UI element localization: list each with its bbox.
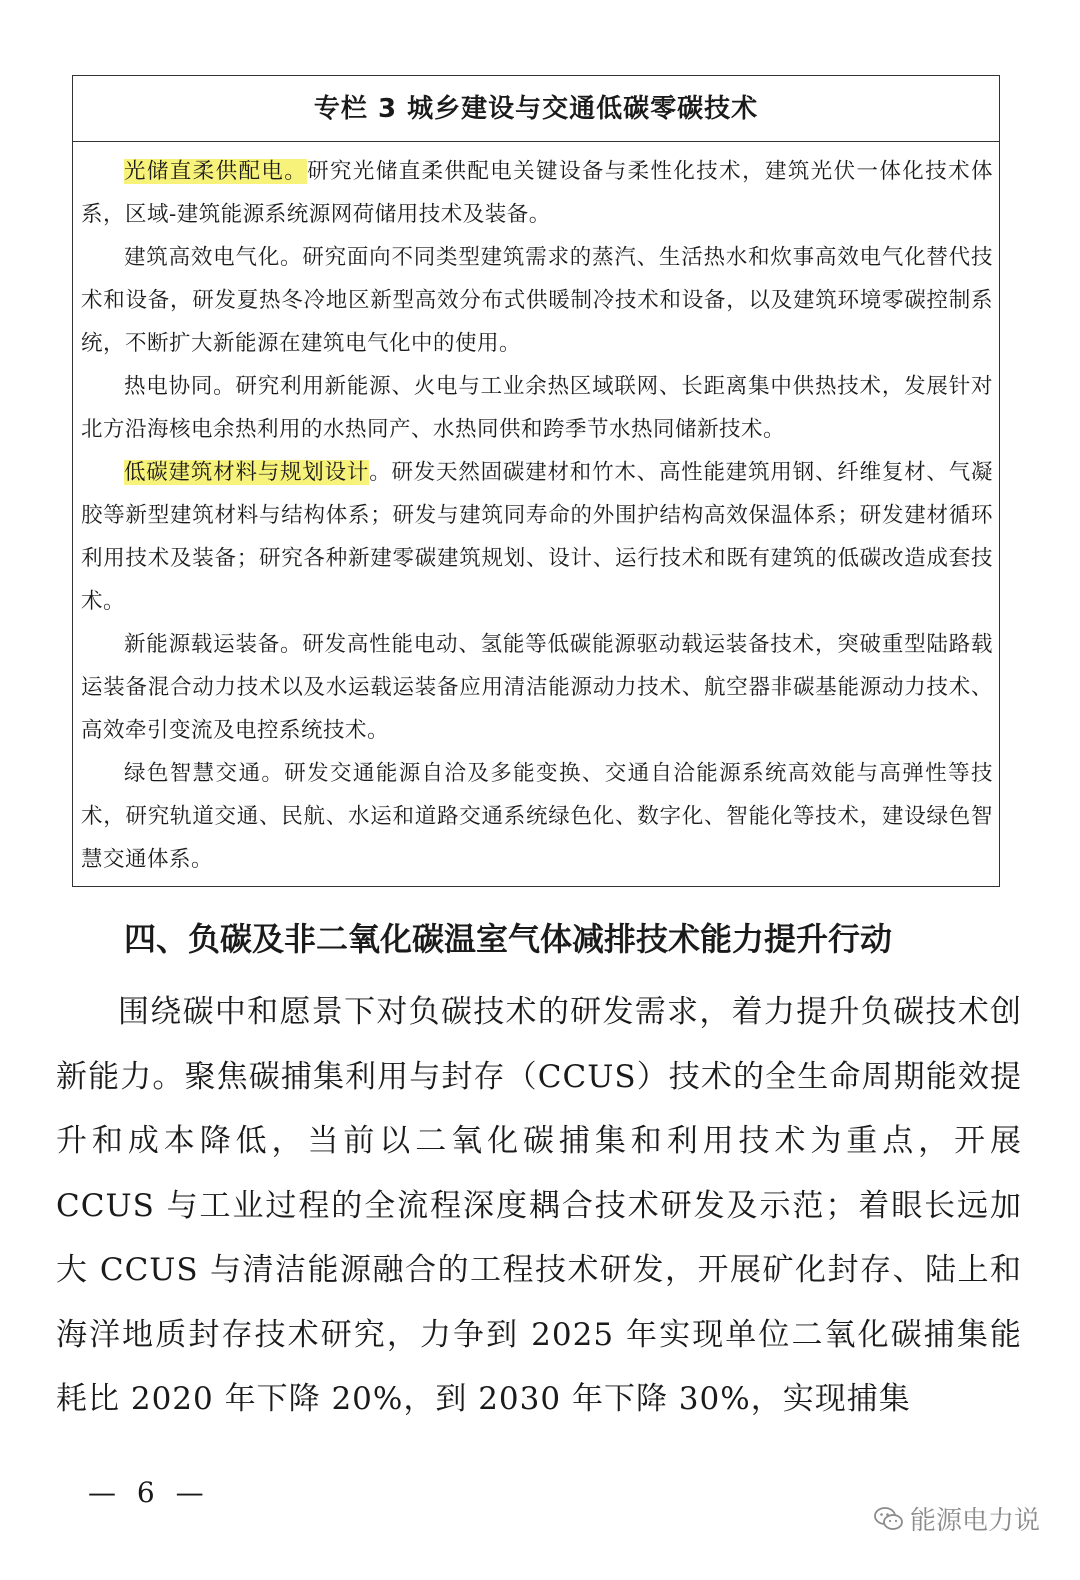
- item-head: 新能源载运装备。: [124, 632, 303, 657]
- box-body: [73, 142, 999, 881]
- item-text: 研究光储直柔供配电关键设备与柔性化技术，建筑光伏一体化技术体系，区域-建筑能源系统源网荷储用技术及装备。: [81, 159, 993, 227]
- watermark: [874, 1500, 1040, 1537]
- box-item: [81, 365, 993, 451]
- section-heading: 四、负碳及非二氧化碳温室气体减排技术能力提升行动: [124, 920, 893, 958]
- item-head: 热电协同。: [124, 374, 236, 399]
- item-text: 。研发天然固碳建材和竹木、高性能建筑用钢、纤维复材、气凝胶等新型建筑材料与结构体系；研发与建筑同寿命的外围护结构高效保温体系；研发建材循环利用技术及装备；研究各种新建零碳建筑规划、设计、运行技术和既有建筑的低碳改造成套技术。: [81, 460, 993, 614]
- wechat-icon: [874, 1506, 904, 1532]
- page-number: — 6 —: [88, 1476, 210, 1509]
- item-text: 研究面向不同类型建筑需求的蒸汽、生活热水和炊事高效电气化替代技术和设备，研发夏热冬冷地区新型高效分布式供暖制冷技术和设备，以及建筑环境零碳控制系统，不断扩大新能源在建筑电气化中的使用。: [81, 245, 993, 356]
- highlighted-item-head: 低碳建筑材料与规划设计: [124, 460, 370, 485]
- highlighted-item-head: 光储直柔供配电。: [124, 159, 308, 184]
- watermark-text: 能源电力说: [909, 1506, 1040, 1536]
- box-item: [81, 623, 993, 752]
- item-text: 研发交通能源自洽及多能变换、交通自洽能源系统高效能与高弹性等技术，研究轨道交通、民航、水运和道路交通系统绿色化、数字化、智能化等技术，建设绿色智慧交通体系。: [81, 761, 993, 872]
- item-text: 研究利用新能源、火电与工业余热区域联网、长距离集中供热技术，发展针对北方沿海核电余热利用的水热同产、水热同供和跨季节水热同储新技术。: [81, 374, 993, 442]
- item-text: 研发高性能电动、氢能等低碳能源驱动载运装备技术，突破重型陆路载运装备混合动力技术以及水运载运装备应用清洁能源动力技术、航空器非碳基能源动力技术、高效牵引变流及电控系统技术。: [81, 632, 993, 743]
- box-title: 专栏 3 城乡建设与交通低碳零碳技术: [73, 76, 999, 142]
- box-item: [81, 752, 993, 881]
- section-paragraph: 围绕碳中和愿景下对负碳技术的研发需求，着力提升负碳技术创新能力。聚焦碳捕集利用与封存（CCUS）技术的全生命周期能效提升和成本降低，当前以二氧化碳捕集和利用技术为重点，开展 CCUS 与工业过程的全流程深度耦合技术研发及示范；着眼长远加大 CCUS 与清洁能源融合的工程技术研发，开展矿化封存、陆上和海洋地质封存技术研究，力争到 2025 年实现单位二氧化碳捕集能耗比 2020 年下降 20%，到 2030 年下降 30%，实现捕集: [56, 994, 1022, 1417]
- box-item: [81, 150, 993, 236]
- box-item: [81, 451, 993, 623]
- sidebar-box: [72, 75, 1000, 887]
- item-head: 绿色智慧交通。: [124, 761, 285, 786]
- item-head: 建筑高效电气化。: [124, 245, 303, 270]
- box-item: [81, 236, 993, 365]
